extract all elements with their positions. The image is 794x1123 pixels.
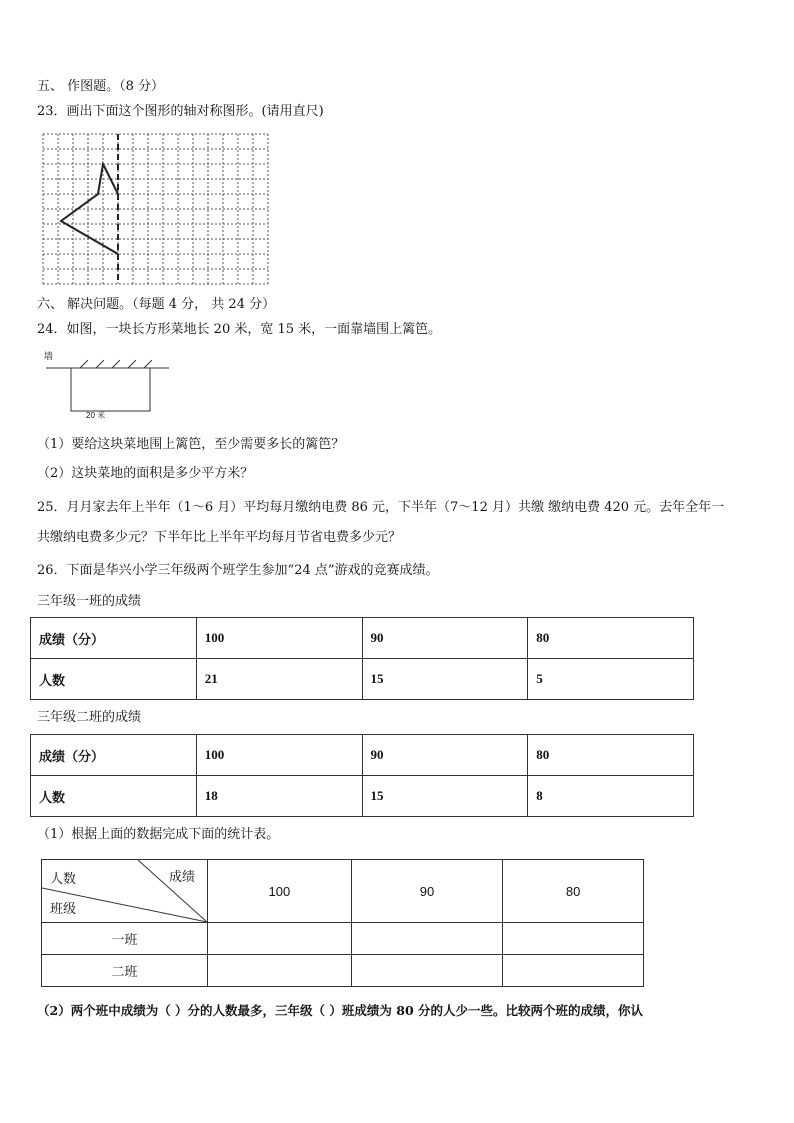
statistics-table	[41, 859, 644, 987]
q25-line1: 25．月月家去年上半年（1～6 月）平均每月缴纳电费 86 元，下半年（7～12 月）共缴 缴纳电费 420 元。去年全年一	[37, 500, 725, 515]
table-cell: 人数	[31, 776, 197, 817]
class2-score-table	[30, 734, 694, 817]
table-cell: 成绩（分）	[31, 735, 197, 776]
class1-score-table	[30, 617, 694, 700]
q26-text: 26．下面是华兴小学三年级两个班学生参加“24 点”游戏的竞赛成绩。	[37, 563, 439, 578]
table-row	[42, 955, 644, 987]
symmetry-grid-figure	[42, 133, 274, 286]
stat-blank-cell[interactable]	[503, 923, 644, 955]
q23-text: 23．画出下面这个图形的轴对称图形。(请用直尺)	[37, 104, 324, 119]
stat-row-label: 二班	[42, 955, 208, 987]
table-row	[31, 618, 694, 659]
table-row	[31, 776, 694, 817]
class1-caption: 三年级一班的成绩	[37, 594, 142, 609]
table-cell: 100	[196, 618, 362, 659]
table-cell: 100	[196, 735, 362, 776]
table-cell: 80	[528, 735, 694, 776]
table-cell: 90	[362, 735, 528, 776]
table-row	[42, 860, 644, 923]
section6-title: 六、 解决问题。（每题 4 分， 共 24 分）	[37, 297, 276, 312]
section5-title: 五、 作图题。（8 分）	[37, 79, 165, 94]
wall-label: 墙	[44, 352, 54, 362]
stat-column-header: 90	[351, 860, 503, 923]
table-cell: 15	[362, 659, 528, 700]
fence-drawing	[44, 349, 174, 421]
q24-sub1: （1）要给这块菜地围上篱笆，至少需要多长的篱笆？	[37, 437, 345, 452]
diagonal-header-cell	[42, 860, 208, 923]
q26-sub1: （1）根据上面的数据完成下面的统计表。	[37, 827, 280, 842]
stat-column-header: 80	[503, 860, 644, 923]
fence-diagram	[44, 349, 174, 421]
stat-blank-cell[interactable]	[208, 923, 352, 955]
stat-blank-cell[interactable]	[351, 923, 503, 955]
table-cell: 人数	[31, 659, 197, 700]
table-row	[31, 735, 694, 776]
table-cell: 90	[362, 618, 528, 659]
length-label: 20 米	[86, 411, 106, 420]
table-row	[42, 923, 644, 955]
table-cell: 18	[196, 776, 362, 817]
q24-sub2: （2）这块菜地的面积是多少平方米？	[37, 466, 254, 481]
class2-caption: 三年级二班的成绩	[37, 710, 142, 725]
table-cell: 成绩（分）	[31, 618, 197, 659]
corner-bottom-left: 班级	[50, 901, 77, 916]
corner-top-right: 成绩	[168, 869, 195, 884]
table-cell: 8	[528, 776, 694, 817]
stat-column-header: 100	[208, 860, 352, 923]
q26-sub2: （2）两个班中成绩为（ ）分的人数最多，三年级（ ）班成绩为 80 分的人少一些。比较两个班的成绩，你认	[37, 1003, 644, 1018]
q25-line2: 共缴纳电费多少元？下半年比上半年平均每月节省电费多少元？	[37, 530, 402, 545]
table-cell: 80	[528, 618, 694, 659]
stat-blank-cell[interactable]	[503, 955, 644, 987]
q24-text: 24．如图，一块长方形菜地长 20 米，宽 15 米，一面靠墙围上篱笆。	[37, 322, 442, 337]
table-row	[31, 659, 694, 700]
stat-row-label: 一班	[42, 923, 208, 955]
table-cell: 21	[196, 659, 362, 700]
table-cell: 15	[362, 776, 528, 817]
stat-blank-cell[interactable]	[208, 955, 352, 987]
table-cell: 5	[528, 659, 694, 700]
stat-blank-cell[interactable]	[351, 955, 503, 987]
corner-top-left: 人数	[50, 871, 77, 886]
